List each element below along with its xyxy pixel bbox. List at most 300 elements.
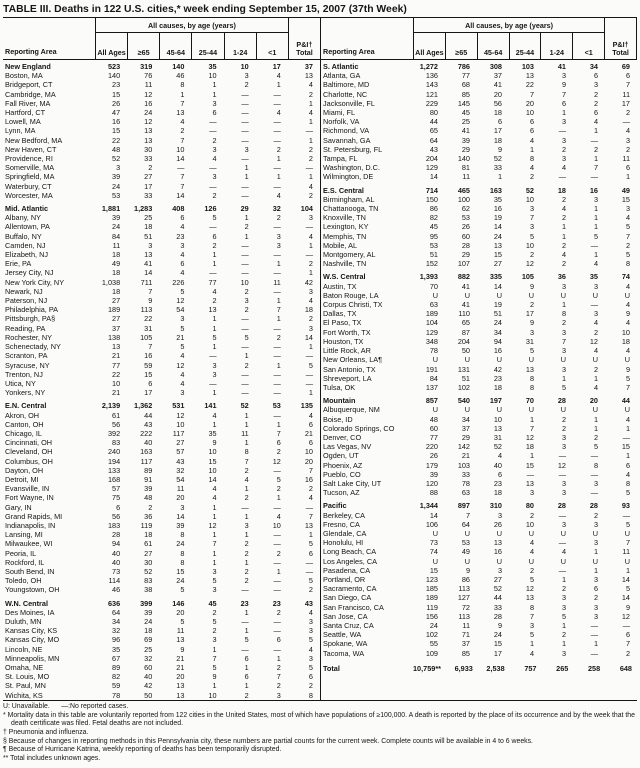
- value-cell: 4: [212, 493, 217, 503]
- value-cell: U: [592, 355, 598, 365]
- value-cell: 48: [429, 414, 438, 424]
- value-cell: U: [528, 528, 534, 538]
- city-row: [321, 365, 637, 374]
- value-cell: —: [209, 126, 217, 136]
- value-cell: 28: [589, 501, 598, 511]
- city-row: [3, 268, 320, 277]
- value-cell: 39: [461, 135, 470, 145]
- value-cell: 1: [244, 557, 249, 567]
- reporting-area-name: Reading, PA: [5, 323, 46, 333]
- value-cell: 2: [593, 432, 598, 442]
- value-cell: 14: [176, 190, 185, 200]
- value-cell: 1: [593, 154, 598, 164]
- value-cell: 12: [621, 611, 630, 621]
- value-cell: 10: [208, 447, 217, 457]
- value-cell: 6: [276, 635, 281, 645]
- value-cell: 4: [625, 469, 630, 479]
- value-cell: 3: [561, 364, 566, 374]
- value-cell: 10: [240, 277, 249, 287]
- value-cell: 6: [625, 163, 630, 173]
- value-cell: 82: [112, 672, 121, 682]
- value-cell: 78: [112, 690, 121, 700]
- value-cell: 2: [308, 585, 313, 595]
- value-cell: 2: [625, 108, 630, 118]
- value-cell: —: [558, 469, 566, 479]
- city-row: [3, 447, 320, 456]
- value-cell: 3: [561, 442, 566, 452]
- reporting-area-name: Evansville, IN: [5, 484, 50, 494]
- value-cell: 3: [593, 309, 598, 319]
- value-cell: U: [496, 528, 502, 538]
- value-cell: 7: [593, 163, 598, 173]
- value-cell: 43: [304, 598, 313, 608]
- value-cell: 13: [144, 250, 153, 260]
- value-cell: 3: [212, 585, 217, 595]
- value-cell: 7: [465, 510, 470, 520]
- value-cell: 143: [425, 80, 438, 90]
- value-cell: 14: [208, 474, 217, 484]
- value-cell: 2: [529, 300, 534, 310]
- value-cell: 11: [241, 428, 249, 438]
- region-row: [321, 186, 637, 195]
- value-cell: —: [273, 163, 281, 173]
- value-cell: 50: [461, 346, 470, 356]
- value-cell: 12: [176, 360, 185, 370]
- value-cell: 5: [625, 250, 630, 260]
- value-cell: —: [241, 585, 249, 595]
- value-cell: 11: [144, 80, 153, 90]
- value-cell: 91: [144, 474, 153, 484]
- reporting-area-name: Albany, NY: [5, 213, 41, 223]
- value-cell: U: [624, 405, 630, 415]
- reporting-area-name: Seattle, WA: [323, 630, 362, 640]
- value-cell: 37: [461, 423, 470, 433]
- city-row: [321, 630, 637, 639]
- value-cell: 4: [308, 607, 313, 617]
- city-row: [3, 296, 320, 305]
- value-cell: 10: [525, 194, 534, 204]
- value-cell: 55: [429, 639, 438, 649]
- page-title: TABLE III. Deaths in 122 U.S. cities,* week ending September 15, 2007 (37th Week): [3, 4, 407, 15]
- value-cell: 137: [425, 382, 438, 392]
- city-row: [321, 172, 637, 181]
- value-cell: 17: [525, 309, 534, 319]
- value-cell: 142: [457, 442, 470, 452]
- value-cell: 56: [112, 511, 121, 521]
- city-row: [3, 388, 320, 397]
- value-cell: —: [273, 585, 281, 595]
- reporting-area-name: Denver, CO: [323, 432, 362, 442]
- value-cell: 39: [112, 172, 121, 182]
- value-cell: 9: [497, 620, 502, 630]
- city-row: [321, 415, 637, 424]
- value-cell: 1: [276, 493, 281, 503]
- value-cell: U: [560, 355, 566, 365]
- reporting-area-name: Philadelphia, PA: [5, 305, 59, 315]
- footnote: † Pneumonia and influenza.: [3, 728, 89, 736]
- value-cell: 8: [308, 690, 313, 700]
- value-cell: —: [273, 557, 281, 567]
- value-cell: 26: [429, 451, 438, 461]
- value-cell: 30: [144, 144, 153, 154]
- value-cell: 8: [244, 447, 249, 457]
- value-cell: —: [241, 240, 249, 250]
- value-cell: 4: [180, 369, 185, 379]
- value-cell: 3: [308, 626, 313, 636]
- value-cell: 4: [276, 108, 281, 118]
- total-row: [321, 664, 637, 673]
- value-cell: 35: [493, 194, 502, 204]
- reporting-area-name: Chattanooga, TN: [323, 204, 379, 214]
- value-cell: 1: [276, 360, 281, 370]
- value-cell: 1: [593, 373, 598, 383]
- value-cell: 33: [144, 190, 153, 200]
- city-row: [321, 470, 637, 479]
- value-cell: 13: [144, 126, 153, 136]
- value-cell: 3: [212, 566, 217, 576]
- value-cell: 27: [493, 574, 502, 584]
- value-cell: 6: [561, 98, 566, 108]
- value-cell: 15: [493, 639, 502, 649]
- reporting-area-name: Fort Wayne, IN: [5, 493, 54, 503]
- value-cell: U: [464, 556, 470, 566]
- value-cell: 2: [561, 423, 566, 433]
- city-row: [3, 617, 320, 626]
- value-cell: U: [528, 290, 534, 300]
- value-cell: 22: [144, 314, 153, 324]
- value-cell: 21: [176, 332, 185, 342]
- reporting-area-name: W.S. Central: [323, 272, 366, 282]
- value-cell: 1: [276, 80, 281, 90]
- value-cell: 48: [112, 144, 121, 154]
- value-cell: U: [432, 528, 438, 538]
- value-cell: U: [464, 528, 470, 538]
- value-cell: 7: [180, 135, 185, 145]
- value-cell: 105: [140, 332, 153, 342]
- value-cell: 21: [304, 428, 313, 438]
- value-cell: 10: [176, 144, 185, 154]
- value-cell: 109: [425, 648, 438, 658]
- city-row: [3, 512, 320, 521]
- value-cell: 152: [425, 259, 438, 269]
- value-cell: 40: [112, 548, 121, 558]
- reporting-area-name: Lansing, MI: [5, 530, 43, 540]
- value-cell: 4: [308, 231, 313, 241]
- value-cell: 117: [172, 428, 185, 438]
- value-cell: 48: [144, 493, 153, 503]
- value-cell: 131: [457, 364, 470, 374]
- value-cell: 81: [461, 163, 470, 173]
- column-header-ge65: ≥65: [127, 33, 159, 59]
- value-cell: 18: [112, 250, 121, 260]
- value-cell: 3: [561, 478, 566, 488]
- value-cell: 21: [112, 351, 121, 361]
- value-cell: 5: [244, 635, 249, 645]
- reporting-area-name: Atlanta, GA: [323, 71, 361, 81]
- value-cell: 51: [461, 373, 470, 383]
- value-cell: 13: [525, 364, 534, 374]
- value-cell: 37: [461, 639, 470, 649]
- value-cell: —: [273, 250, 281, 260]
- value-cell: 15: [112, 126, 121, 136]
- reporting-area-name: Boston, MA: [5, 71, 43, 81]
- city-row: [321, 195, 637, 204]
- value-cell: 3: [276, 240, 281, 250]
- reporting-area-name: Santa Cruz, CA: [323, 620, 374, 630]
- value-cell: 1: [308, 135, 313, 145]
- value-cell: U: [560, 528, 566, 538]
- reporting-area-name: Chicago, IL: [5, 428, 42, 438]
- value-cell: 7: [529, 423, 534, 433]
- value-cell: 45: [461, 108, 470, 118]
- reporting-area-name: Toledo, OH: [5, 576, 42, 586]
- value-cell: —: [209, 268, 217, 278]
- value-cell: 14: [176, 511, 185, 521]
- value-cell: 4: [308, 108, 313, 118]
- value-cell: 9: [497, 144, 502, 154]
- value-cell: 24: [112, 222, 121, 232]
- value-cell: 3: [244, 296, 249, 306]
- reporting-area-name: Indianapolis, IN: [5, 520, 56, 530]
- value-cell: 7: [212, 653, 217, 663]
- value-cell: 197: [489, 396, 502, 406]
- value-cell: —: [273, 410, 281, 420]
- city-row: [321, 520, 637, 529]
- value-cell: 2: [561, 259, 566, 269]
- value-cell: 4: [180, 268, 185, 278]
- value-cell: 6: [308, 672, 313, 682]
- value-cell: 39: [144, 484, 153, 494]
- value-cell: 28: [461, 240, 470, 250]
- table-body-right: [321, 60, 637, 673]
- value-cell: 3: [561, 135, 566, 145]
- city-row: [3, 370, 320, 379]
- value-cell: 1: [276, 653, 281, 663]
- value-cell: 3: [497, 565, 502, 575]
- value-cell: 78: [429, 346, 438, 356]
- value-cell: 8: [625, 478, 630, 488]
- reporting-area-name: Milwaukee, WI: [5, 539, 53, 549]
- value-cell: 4: [180, 378, 185, 388]
- value-cell: 4: [497, 451, 502, 461]
- value-cell: 1,393: [419, 272, 438, 282]
- value-cell: 24: [144, 616, 153, 626]
- value-cell: 6: [593, 108, 598, 118]
- city-row: [3, 626, 320, 635]
- value-cell: 3: [116, 163, 121, 173]
- value-cell: 648: [619, 663, 632, 673]
- value-cell: 3: [529, 620, 534, 630]
- value-cell: 3: [561, 602, 566, 612]
- column-header-ge65: ≥65: [445, 33, 477, 59]
- value-cell: 15: [621, 194, 630, 204]
- value-cell: —: [241, 126, 249, 136]
- value-cell: 3: [180, 314, 185, 324]
- value-cell: 465: [457, 185, 470, 195]
- value-cell: 8: [180, 530, 185, 540]
- city-row: [3, 351, 320, 360]
- value-cell: 103: [521, 62, 534, 71]
- value-cell: 5: [561, 382, 566, 392]
- value-cell: 204: [425, 154, 438, 164]
- value-cell: 60: [429, 423, 438, 433]
- value-cell: 2: [244, 690, 249, 700]
- value-cell: 1: [244, 351, 249, 361]
- city-row: [3, 71, 320, 80]
- value-cell: 3: [593, 519, 598, 529]
- value-cell: —: [305, 502, 313, 512]
- value-cell: 11: [622, 89, 630, 99]
- city-row: [3, 259, 320, 268]
- value-cell: 13: [112, 342, 121, 352]
- value-cell: 87: [461, 327, 470, 337]
- value-cell: 5: [180, 323, 185, 333]
- value-cell: 95: [429, 231, 438, 241]
- city-row: [3, 503, 320, 512]
- reporting-area-name: Erie, PA: [5, 259, 32, 269]
- city-row: [321, 291, 637, 300]
- city-row: [321, 99, 637, 108]
- value-cell: 89: [144, 465, 153, 475]
- reporting-area-name: Peoria, IL: [5, 548, 37, 558]
- reporting-area-name: Cleveland, OH: [5, 447, 53, 457]
- value-cell: 11: [462, 172, 470, 182]
- value-cell: 1: [212, 681, 217, 691]
- reporting-area-name: Tacoma, WA: [323, 648, 365, 658]
- value-cell: 3: [561, 117, 566, 127]
- city-row: [321, 603, 637, 612]
- city-row: [321, 374, 637, 383]
- table-section: [3, 401, 320, 594]
- city-row: [321, 346, 637, 355]
- value-cell: 3: [593, 602, 598, 612]
- value-cell: 61: [112, 410, 121, 420]
- city-row: [3, 154, 320, 163]
- value-cell: 179: [425, 460, 438, 470]
- value-cell: 4: [529, 538, 534, 548]
- value-cell: 12: [525, 584, 534, 594]
- value-cell: —: [241, 181, 249, 191]
- reporting-area-name: Pacific: [323, 501, 347, 511]
- value-cell: 4: [308, 296, 313, 306]
- value-cell: 119: [140, 520, 153, 530]
- value-cell: 711: [140, 277, 153, 287]
- value-cell: —: [241, 108, 249, 118]
- value-cell: 30: [144, 557, 153, 567]
- value-cell: 18: [144, 626, 153, 636]
- value-cell: 1: [625, 172, 630, 182]
- value-cell: 27: [176, 438, 185, 448]
- value-cell: 1: [593, 423, 598, 433]
- reporting-area-name: Wilmington, DE: [323, 172, 374, 182]
- value-cell: 56: [112, 419, 121, 429]
- value-cell: 150: [425, 194, 438, 204]
- value-cell: 110: [458, 309, 470, 319]
- value-cell: 1: [529, 414, 534, 424]
- region-row: [321, 272, 637, 281]
- value-cell: 33: [461, 469, 470, 479]
- value-cell: 3: [180, 502, 185, 512]
- value-cell: 127: [457, 593, 470, 603]
- footnote: ¶ Because of Hurricane Katrina, weekly reporting of deaths has been temporarily disrupted.: [3, 746, 282, 754]
- value-cell: 1,283: [134, 204, 153, 214]
- value-cell: 636: [107, 598, 121, 608]
- reporting-area-name: Duluth, MN: [5, 616, 42, 626]
- value-cell: 6: [148, 378, 153, 388]
- reporting-area-name: Knoxville, TN: [323, 213, 366, 223]
- value-cell: —: [241, 89, 249, 99]
- value-cell: —: [273, 117, 281, 127]
- value-cell: 24: [176, 539, 185, 549]
- reporting-area-name: Lexington, KY: [323, 222, 369, 232]
- city-row: [321, 204, 637, 213]
- value-cell: 2: [212, 626, 217, 636]
- value-cell: 6: [308, 419, 313, 429]
- value-cell: 93: [621, 501, 630, 511]
- value-cell: 39: [112, 213, 121, 223]
- value-cell: 2: [180, 126, 185, 136]
- value-cell: 32: [144, 653, 153, 663]
- value-cell: —: [273, 378, 281, 388]
- city-row: [3, 493, 320, 502]
- value-cell: 16: [304, 474, 313, 484]
- value-cell: 222: [140, 428, 153, 438]
- reporting-area-name: W.N. Central: [5, 598, 48, 608]
- value-cell: —: [241, 117, 249, 127]
- value-cell: 53: [429, 240, 438, 250]
- value-cell: 540: [457, 396, 470, 406]
- value-cell: 2: [244, 539, 249, 549]
- value-cell: 1: [212, 388, 217, 398]
- value-cell: 1: [561, 639, 566, 649]
- value-cell: 6: [593, 71, 598, 81]
- value-cell: 74: [621, 272, 630, 282]
- value-cell: 141: [204, 401, 217, 411]
- value-cell: 86: [429, 204, 438, 214]
- value-cell: 13: [525, 593, 534, 603]
- value-cell: 8: [529, 154, 534, 164]
- value-cell: 6: [180, 213, 185, 223]
- value-cell: 60: [144, 663, 153, 672]
- value-cell: 121: [425, 89, 438, 99]
- value-cell: —: [273, 126, 281, 136]
- value-cell: 49: [461, 547, 470, 557]
- value-cell: 2: [308, 259, 313, 269]
- region-row: [3, 401, 320, 410]
- value-cell: —: [622, 510, 630, 520]
- value-cell: 113: [140, 305, 153, 315]
- value-cell: 2: [625, 144, 630, 154]
- value-cell: 1: [593, 250, 598, 260]
- value-cell: 63: [429, 300, 438, 310]
- value-cell: 2: [244, 286, 249, 296]
- value-cell: 4: [212, 410, 217, 420]
- reporting-area-name: Pueblo, CO: [323, 469, 361, 479]
- value-cell: 23: [493, 373, 502, 383]
- city-row: [321, 424, 637, 433]
- city-row: [3, 438, 320, 447]
- value-cell: 40: [493, 460, 502, 470]
- value-cell: 5: [625, 373, 630, 383]
- reporting-area-name: Elizabeth, NJ: [5, 250, 48, 260]
- reporting-area-name: Fresno, CA: [323, 519, 360, 529]
- reporting-area-name: Allentown, PA: [5, 222, 50, 232]
- city-row: [321, 108, 637, 117]
- value-cell: U: [528, 405, 534, 415]
- value-cell: 7: [180, 172, 185, 182]
- value-cell: 53: [272, 401, 281, 411]
- value-cell: 185: [425, 584, 438, 594]
